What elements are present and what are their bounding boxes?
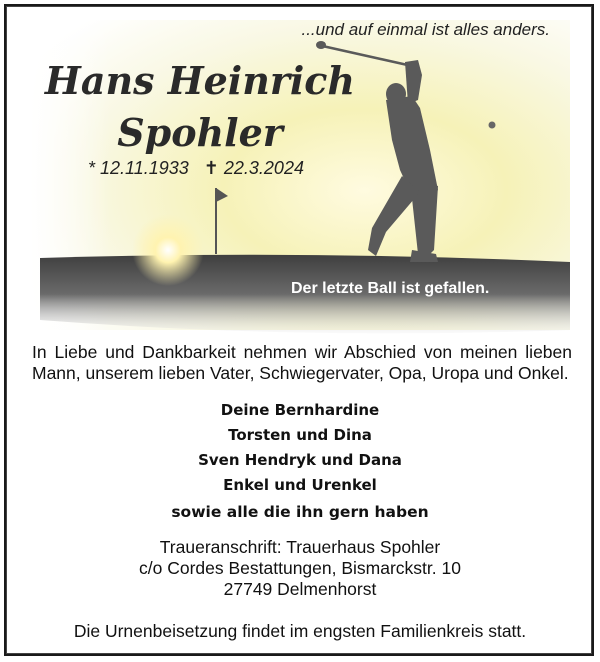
family-list (150, 398, 450, 498)
motto-text: ...und auf einmal ist alles anders. (301, 20, 550, 39)
intro-text: In Liebe und Dankbarkeit nehmen wir Abschied von meinen lieben Mann, unserem lieben Vater, Schwiegervater, Opa, Uropa und Onkel. (32, 342, 572, 383)
closing-note: Die Urnenbeisetzung findet im engsten Familienkreis statt. (73, 621, 527, 641)
name-line-2: Spohler (117, 110, 283, 155)
others-line: sowie alle die ihn gern haben (171, 503, 429, 521)
birth-date: * 12.11.1933 (88, 158, 189, 178)
address-line-1: Traueranschrift: Trauerhaus Spohler (159, 537, 441, 557)
cross-icon: ✝ (203, 158, 219, 179)
sun-icon (132, 214, 204, 286)
family-member: Sven Hendryk und Dana (198, 451, 402, 469)
golf-ball-icon (489, 122, 496, 129)
mourning-address (0, 537, 600, 600)
family-member: Torsten und Dina (228, 426, 372, 444)
deceased-name (30, 55, 370, 159)
family-member: Enkel und Urenkel (223, 476, 377, 494)
death-date: 22.3.2024 (223, 158, 304, 178)
name-line-1: Hans Heinrich (44, 58, 356, 103)
family-member: Deine Bernhardine (220, 401, 380, 419)
address-line-2: c/o Cordes Bestattungen, Bismarckstr. 10 (139, 558, 461, 578)
life-dates (88, 158, 304, 179)
address-line-3: 27749 Delmenhorst (223, 579, 377, 599)
image-caption: Der letzte Ball ist gefallen. (291, 280, 490, 297)
